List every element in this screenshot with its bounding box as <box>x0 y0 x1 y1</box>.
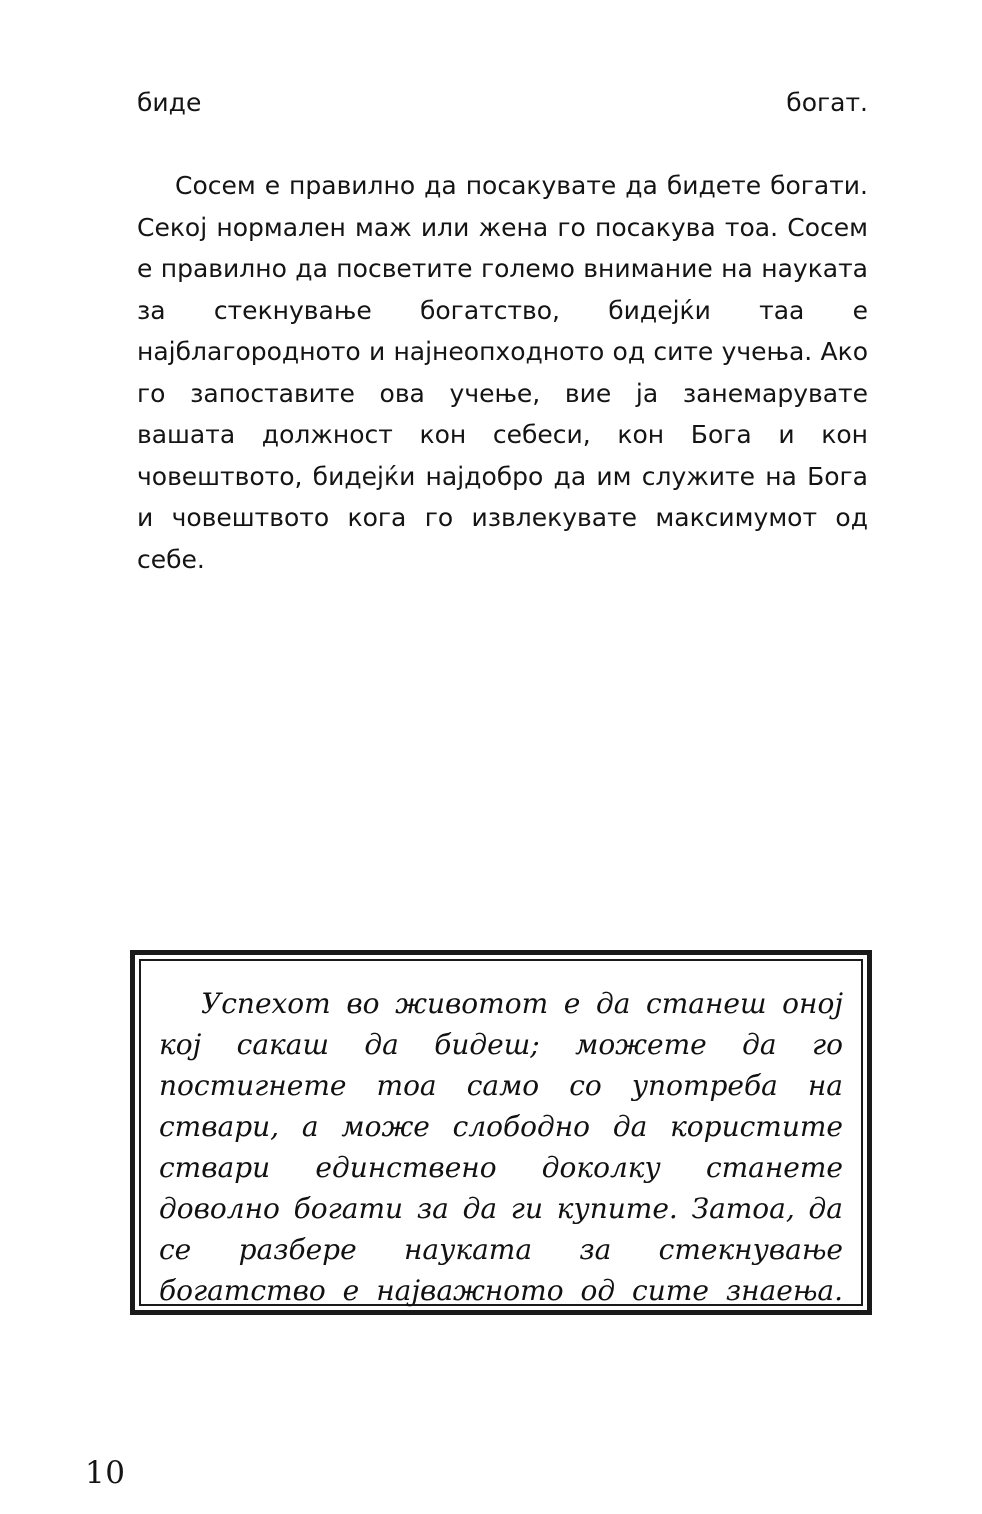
quote-text: Успехот во животот е да станеш оној кој сакаш да бидеш; можете да го постигнете тоа само со употреба на ствари, а може слободно да користите ствари единствено доколку станете доволно богати за да ги купите. Затоа, да се разбере науката за стекнување богатство е најважното од сите знаења. <box>159 987 843 1307</box>
paragraph-continuation: биде богат. <box>137 88 868 117</box>
quote-box-inner-border <box>139 959 863 1306</box>
paragraph-main: Сосем е правилно да посакувате да бидете богати. Секој нормален маж или жена го посакува тоа. Сосем е правилно да посветите големо внимание на науката за стекнување богатство, бидејќи таа е најблагородното и најнеопходното од сите учења. Ако го запоставите ова учење, вие ја занемарувате вашата должност кон себеси, кон Бога и кон човештвото, бидејќи најдобро да им служите на Бога и човештвото кога го извлекувате максимумот од себе. <box>137 171 868 574</box>
quote-box <box>130 950 872 1315</box>
page-number: 10 <box>85 1455 126 1491</box>
body-text-block <box>137 82 868 622</box>
